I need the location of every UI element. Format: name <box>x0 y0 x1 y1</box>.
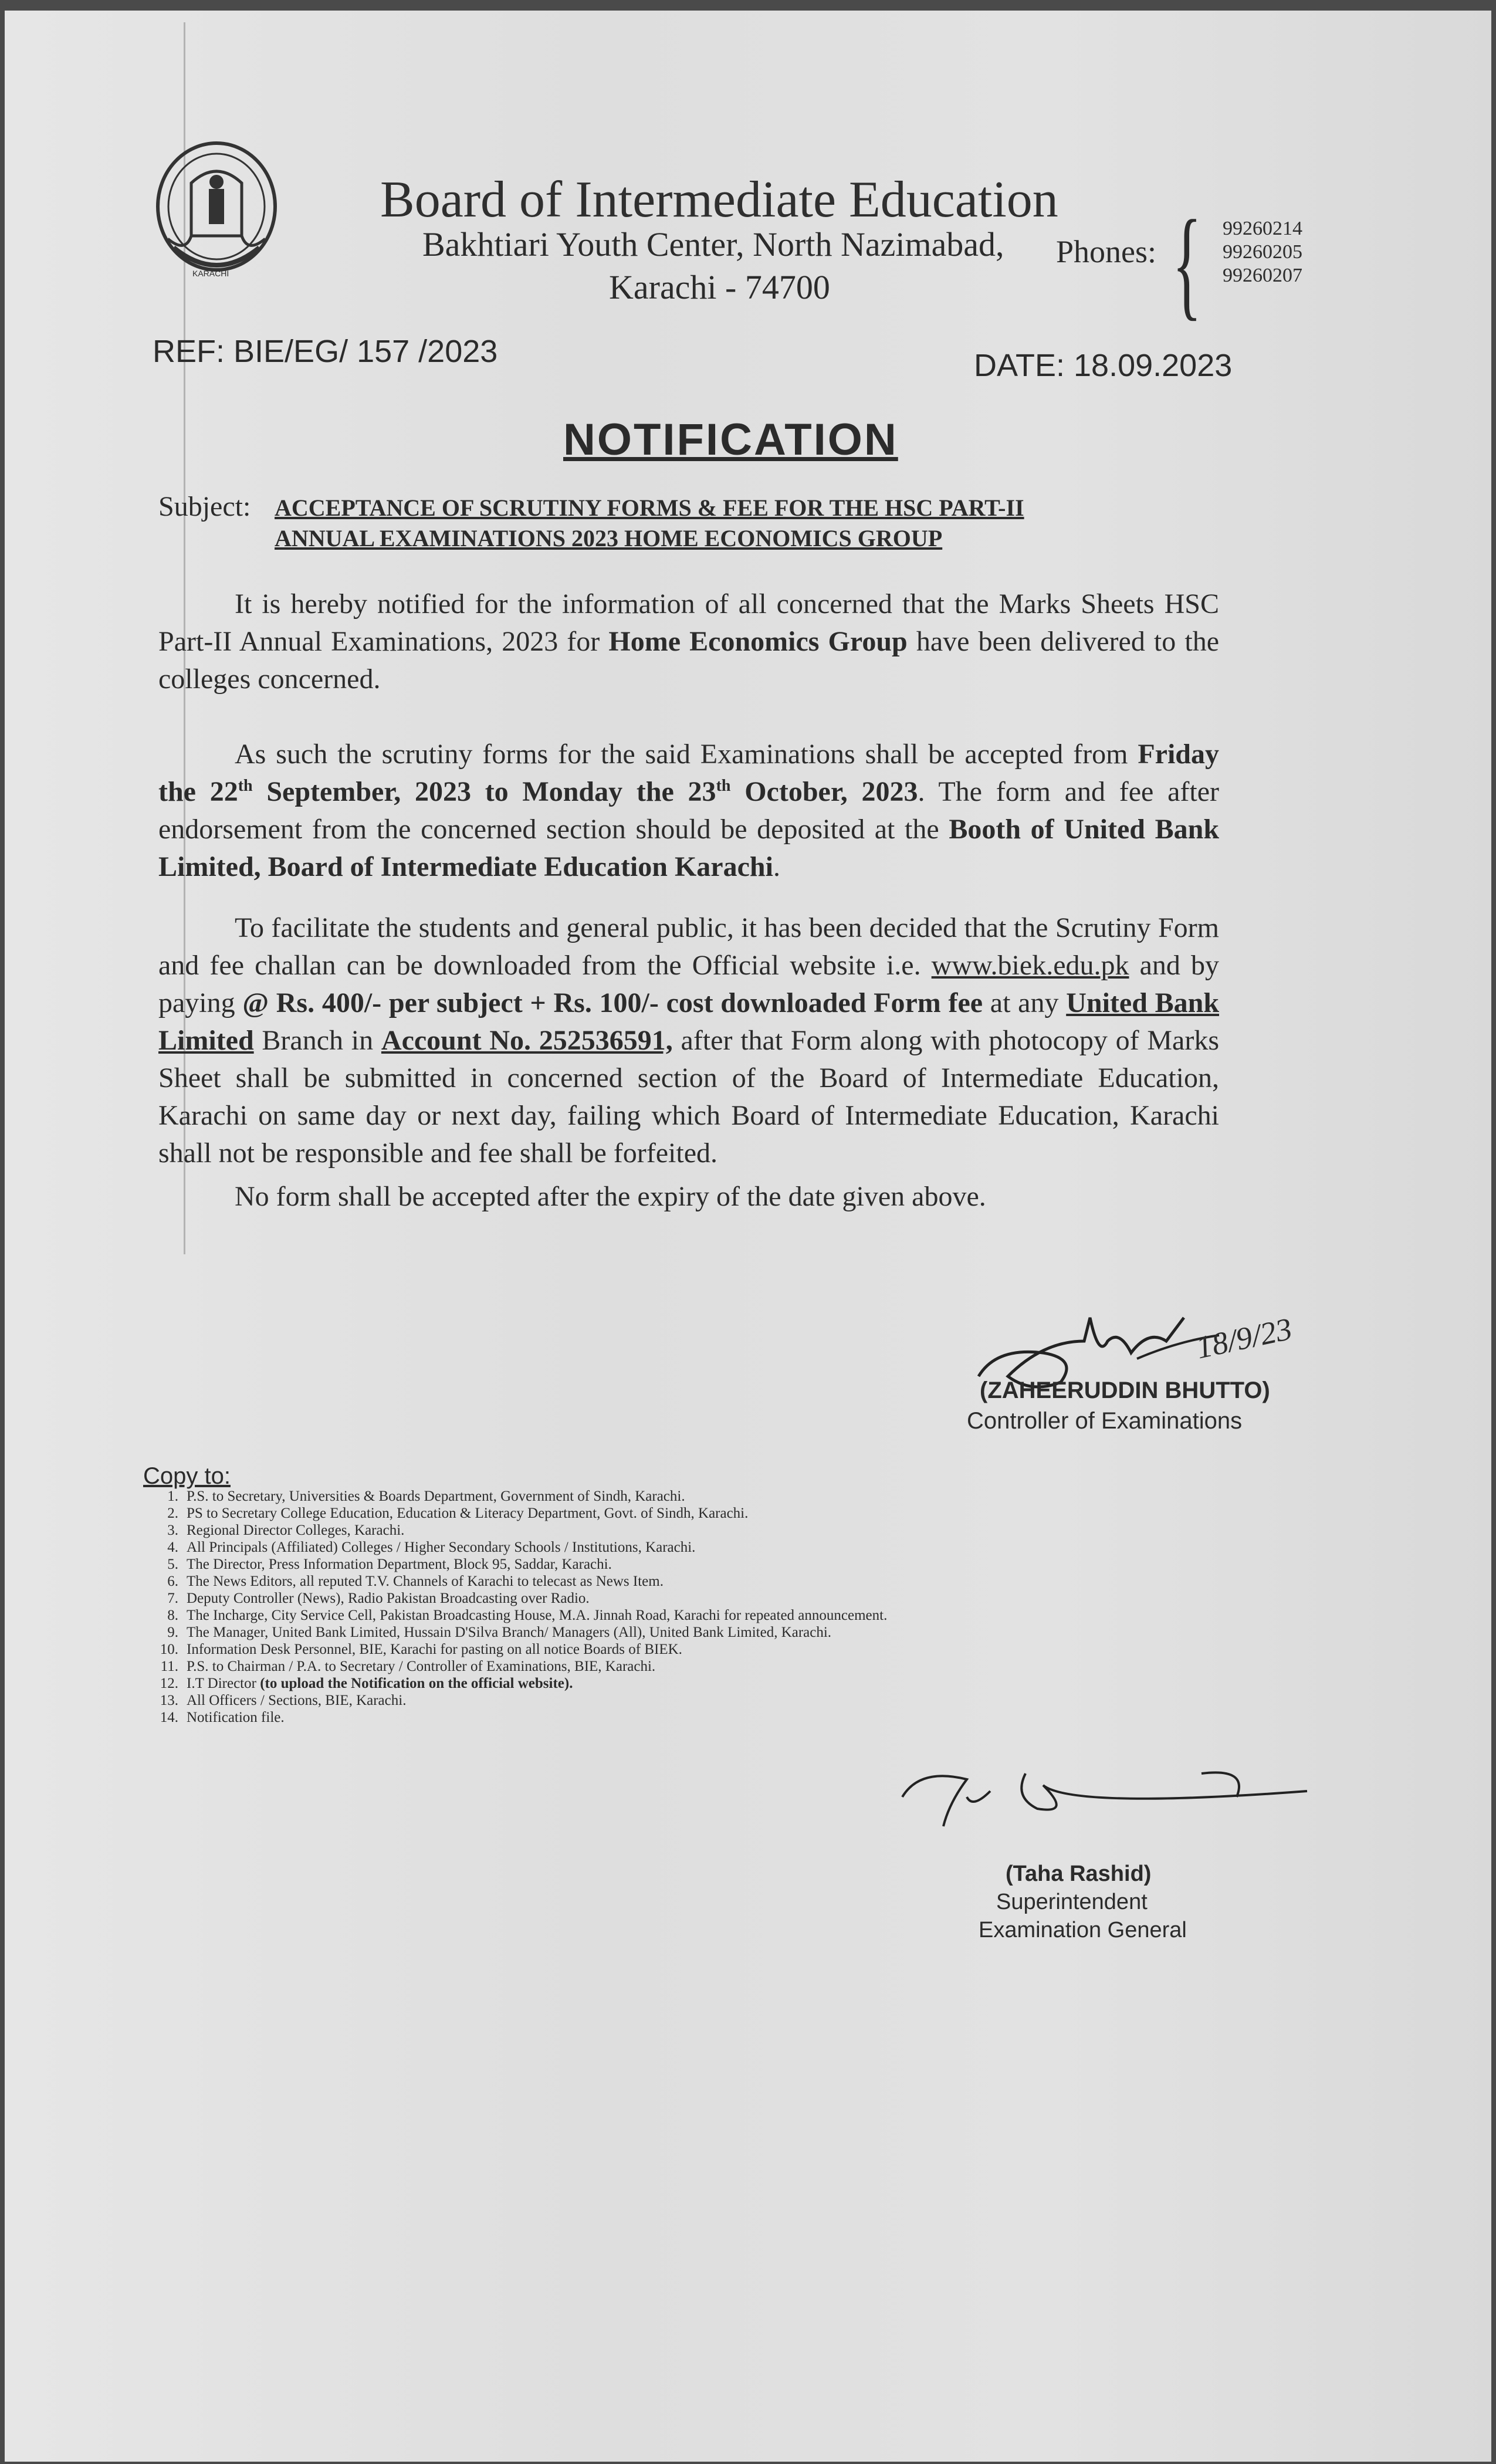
copy-to-item-number: 5. <box>167 1556 178 1572</box>
copy-to-item <box>160 1658 887 1675</box>
website-link[interactable]: www.biek.edu.pk <box>931 950 1129 981</box>
copy-to-item <box>167 1573 887 1590</box>
copy-to-item-number: 10. <box>160 1641 178 1657</box>
copy-to-item-text: The Incharge, City Service Cell, Pakistan Broadcasting House, M.A. Jinnah Road, Karachi for repeated announcement. <box>187 1607 888 1623</box>
notification-title: NOTIFICATION <box>563 415 898 465</box>
copy-to-item-text: The Director, Press Information Department, Block 95, Saddar, Karachi. <box>187 1556 612 1572</box>
copy-to-item-text: P.S. to Chairman / P.A. to Secretary / Controller of Examinations, BIE, Karachi. <box>187 1659 656 1674</box>
paragraph-2: As such the scrutiny forms for the said Examinations shall be accepted from Friday the 22th September, 2023 to Monday the 23th October, 2023. The form and fee after endorsement from the concerned section should be deposited at the Booth of United Bank Limited, Board of Intermediate Education Karachi. <box>158 739 1220 882</box>
org-title: Board of Intermediate Education <box>380 171 1058 228</box>
copy-to-item <box>167 1590 887 1607</box>
signature-superintendent <box>896 1762 1325 1832</box>
copy-to-item-text: P.S. to Secretary, Universities & Boards Department, Government of Sindh, Karachi. <box>187 1488 685 1504</box>
copy-to-item-number: 2. <box>167 1505 178 1521</box>
org-address: Bakhtiari Youth Center, North Nazimabad, <box>422 225 1004 263</box>
phone-number: 99260214 <box>1223 218 1302 239</box>
copy-to-item-bold: (to upload the Notification on the official website). <box>260 1676 573 1691</box>
handwritten-date: 18/9/23 <box>1193 1311 1295 1366</box>
logo-text: KARACHI <box>192 269 229 278</box>
copy-to-item-text: All Principals (Affiliated) Colleges / Higher Secondary Schools / Institutions, Karachi. <box>187 1539 696 1555</box>
copy-to-item-number: 3. <box>167 1522 178 1538</box>
copy-to-item-number: 14. <box>160 1710 178 1725</box>
controller-name: (ZAHEERUDDIN BHUTTO) <box>980 1377 1270 1403</box>
copy-to-item-number: 7. <box>167 1590 178 1606</box>
copy-to-item <box>167 1522 887 1539</box>
superintendent-department: Examination General <box>979 1918 1187 1942</box>
copy-to-item <box>167 1505 887 1522</box>
brace-icon: { <box>1172 195 1202 331</box>
copy-to-item-number: 8. <box>167 1607 178 1623</box>
copy-to-item <box>167 1624 887 1641</box>
reference-number: REF: BIE/EG/ 157 /2023 <box>153 334 498 369</box>
copy-to-item-text: All Officers / Sections, BIE, Karachi. <box>187 1693 407 1708</box>
copy-to-item <box>160 1692 887 1709</box>
paragraph-1: It is hereby notified for the information of all concerned that the Marks Sheets HSC Part-II Annual Examinations, 2023 for Home Economics Group have been delivered to the colleges concerned. <box>158 588 1220 695</box>
copy-to-item-number: 6. <box>167 1573 178 1589</box>
copy-to-item-number: 9. <box>167 1624 178 1640</box>
copy-to-item <box>167 1488 887 1505</box>
paragraph-3: To facilitate the students and general public, it has been decided that the Scrutiny Form and fee challan can be downloaded from the Official website i.e. www.biek.edu.pk and by paying @ Rs. 400/- per subject + Rs. 100/- cost downloaded Form fee at any United Bank Limited Branch in Account No. 252536591, after that Form along with photocopy of Marks Sheet shall be submitted in concerned section of the Board of Intermediate Education, Karachi on same day or next day, failing which Board of Intermediate Education, Karachi shall not be responsible and fee shall be forfeited. <box>158 912 1220 1169</box>
copy-to-item-text: I.T Director <box>187 1676 260 1691</box>
copy-to-item <box>167 1556 887 1573</box>
subject-line-1: ACCEPTANCE OF SCRUTINY FORMS & FEE FOR THE HSC PART-II <box>275 495 1024 521</box>
phones-label: Phones: <box>1056 234 1157 269</box>
phone-list <box>1223 217 1302 287</box>
document-date: DATE: 18.09.2023 <box>974 348 1233 383</box>
copy-to-item-text: Notification file. <box>187 1710 285 1725</box>
superintendent-name: (Taha Rashid) <box>1006 1861 1152 1886</box>
copy-to-item <box>160 1709 887 1726</box>
copy-to-item <box>167 1607 888 1624</box>
copy-to-item-number: 12. <box>160 1676 178 1691</box>
copy-to-item <box>160 1675 887 1692</box>
phone-number: 99260207 <box>1223 265 1302 286</box>
subject-line-2: ANNUAL EXAMINATIONS 2023 HOME ECONOMICS GROUP <box>275 525 943 551</box>
controller-title: Controller of Examinations <box>967 1408 1243 1434</box>
copy-to-list <box>160 1488 888 1726</box>
superintendent-title: Superintendent <box>996 1890 1148 1914</box>
signature-controller <box>973 1306 1354 1423</box>
org-city: Karachi - 74700 <box>609 268 830 306</box>
copy-to-item-number: 1. <box>167 1488 178 1504</box>
copy-to-item-text: Deputy Controller (News), Radio Pakistan Broadcasting over Radio. <box>187 1590 590 1606</box>
copy-to-item <box>167 1539 887 1556</box>
subject-text <box>275 493 1024 554</box>
copy-to-label: Copy to: <box>143 1463 231 1489</box>
copy-to-item-text: Regional Director Colleges, Karachi. <box>187 1522 405 1538</box>
copy-to-item-number: 13. <box>160 1693 178 1708</box>
copy-to-item-number: 11. <box>160 1659 178 1674</box>
copy-to-item-number: 4. <box>167 1539 178 1555</box>
notification-document <box>5 11 1491 2462</box>
copy-to-item-text: PS to Secretary College Education, Education & Literacy Department, Govt. of Sindh, Karachi. <box>187 1505 749 1521</box>
copy-to-item-text: The News Editors, all reputed T.V. Channels of Karachi to telecast as News Item. <box>187 1573 664 1589</box>
subject-label: Subject: <box>158 491 251 522</box>
copy-to-item <box>160 1641 887 1658</box>
copy-to-item-text: Information Desk Personnel, BIE, Karachi for pasting on all notice Boards of BIEK. <box>187 1641 682 1657</box>
phone-number: 99260205 <box>1223 241 1302 263</box>
paragraph-4: No form shall be accepted after the expiry of the date given above. <box>235 1181 986 1212</box>
copy-to-item-text: The Manager, United Bank Limited, Hussain D'Silva Branch/ Managers (All), United Bank Limited, Karachi. <box>187 1624 832 1640</box>
